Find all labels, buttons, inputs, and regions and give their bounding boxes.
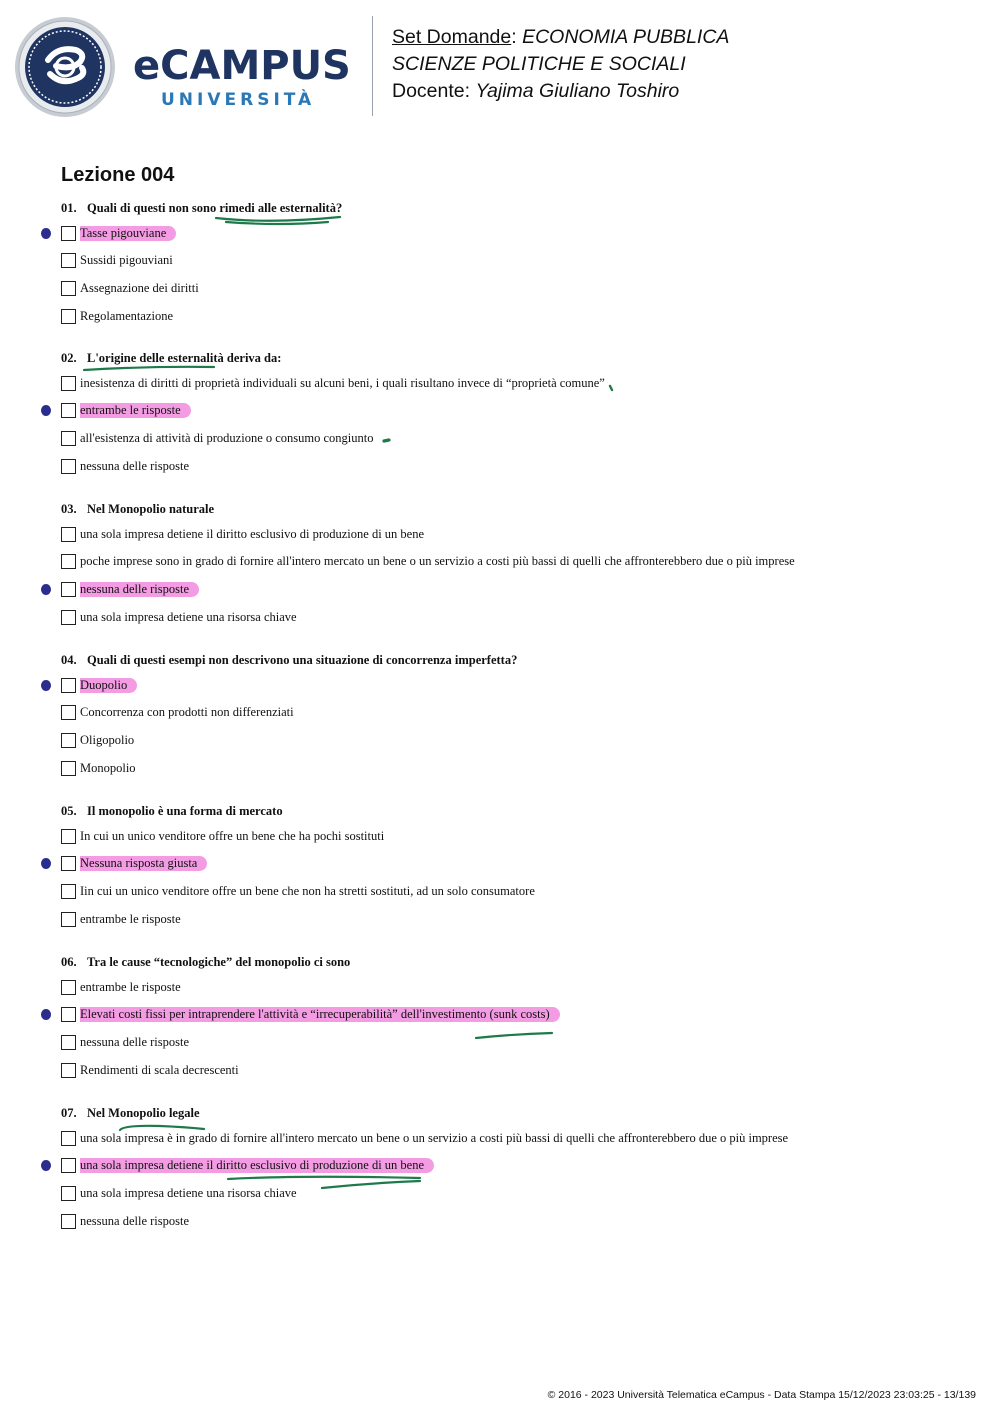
question-text: Nel Monopolio naturale bbox=[87, 502, 215, 516]
answer-text: una sola impresa detiene una risorsa chiave bbox=[80, 610, 297, 624]
wordmark-universita: UNIVERSITÀ bbox=[161, 90, 316, 110]
underline-stroke bbox=[216, 217, 340, 224]
answer-checkbox[interactable] bbox=[61, 226, 76, 241]
answer-text: Tasse pigouviane bbox=[80, 226, 176, 241]
answer-text: entrambe le risposte bbox=[80, 980, 181, 994]
answer-checkbox[interactable] bbox=[61, 1214, 76, 1229]
answer-checkbox[interactable] bbox=[61, 1158, 76, 1173]
pen-mark-icon bbox=[41, 584, 51, 595]
lesson-title: Lezione 004 bbox=[61, 164, 175, 186]
pen-mark-icon bbox=[41, 1009, 51, 1020]
answer-text: nessuna delle risposte bbox=[80, 459, 190, 473]
answer-checkbox[interactable] bbox=[61, 705, 76, 720]
answer-text: entrambe le risposte bbox=[80, 912, 181, 926]
question-text: L'origine delle esternalità deriva da: bbox=[87, 351, 282, 365]
answer-text: Assegnazione dei diritti bbox=[80, 281, 199, 295]
pen-mark-icon bbox=[41, 680, 51, 691]
answer-text: inesistenza di diritti di proprietà individuali su alcuni beni, i quali risultano invece di “proprietà comune” bbox=[80, 376, 605, 390]
pen-mark-icon bbox=[41, 405, 51, 416]
answer-text: nessuna delle risposte bbox=[80, 1035, 190, 1049]
teacher-line: Docente: Yajima Giuliano Toshiro bbox=[392, 80, 680, 102]
answer-text: nessuna delle risposte bbox=[80, 582, 199, 597]
question-text: Il monopolio è una forma di mercato bbox=[87, 804, 283, 818]
answer-text: Regolamentazione bbox=[80, 309, 174, 323]
teacher-name: Yajima Giuliano Toshiro bbox=[475, 80, 680, 102]
answer-text: Iin cui un unico venditore offre un bene che non ha stretti sostituti, ad un solo consumatore bbox=[80, 884, 535, 898]
question-number: 01. bbox=[61, 201, 77, 215]
answer-text: una sola impresa detiene il diritto esclusivo di produzione di un bene bbox=[80, 1158, 434, 1173]
answer-checkbox[interactable] bbox=[61, 884, 76, 899]
answer-checkbox[interactable] bbox=[61, 1186, 76, 1201]
answer-checkbox[interactable] bbox=[61, 1063, 76, 1078]
question-1 bbox=[61, 201, 342, 216]
question-5 bbox=[61, 804, 283, 819]
answer-checkbox[interactable] bbox=[61, 376, 76, 391]
pen-mark-icon bbox=[41, 1160, 51, 1171]
set-label: Set Domande bbox=[392, 26, 512, 48]
question-6 bbox=[61, 955, 350, 970]
answer-checkbox[interactable] bbox=[61, 1007, 76, 1022]
underline-stroke bbox=[84, 367, 214, 370]
answer-checkbox[interactable] bbox=[61, 912, 76, 927]
question-number: 06. bbox=[61, 955, 77, 969]
set-line: Set Domande: ECONOMIA PUBBLICA bbox=[392, 26, 730, 48]
set-title: ECONOMIA PUBBLICA bbox=[522, 26, 730, 48]
question-number: 02. bbox=[61, 351, 77, 365]
underline-stroke bbox=[120, 1126, 204, 1130]
answer-text: Nessuna risposta giusta bbox=[80, 856, 207, 871]
header-info bbox=[392, 24, 729, 105]
answer-text: Oligopolio bbox=[80, 733, 135, 747]
answer-checkbox[interactable] bbox=[61, 610, 76, 625]
course-name: SCIENZE POLITICHE E SOCIALI bbox=[392, 53, 686, 75]
answer-text: una sola impresa detiene una risorsa chiave bbox=[80, 1186, 297, 1200]
answer-text: Duopolio bbox=[80, 678, 137, 693]
answer-checkbox[interactable] bbox=[61, 253, 76, 268]
answer-text: poche imprese sono in grado di fornire all'intero mercato un bene o un servizio a costi più bassi di quelli che affronterebbero due o più imprese bbox=[80, 554, 795, 568]
question-text: Nel Monopolio legale bbox=[87, 1106, 200, 1120]
answer-checkbox[interactable] bbox=[61, 761, 76, 776]
answer-checkbox[interactable] bbox=[61, 980, 76, 995]
question-4 bbox=[61, 653, 517, 668]
answer-checkbox[interactable] bbox=[61, 309, 76, 324]
answer-text: nessuna delle risposte bbox=[80, 1214, 190, 1228]
question-number: 03. bbox=[61, 502, 77, 516]
answer-checkbox[interactable] bbox=[61, 554, 76, 569]
page-header bbox=[0, 0, 1000, 130]
answer-text: Elevati costi fissi per intraprendere l'attività e “irrecuperabilità” dell'investimento (sunk costs) bbox=[80, 1007, 560, 1022]
teacher-label: Docente bbox=[392, 80, 465, 102]
answer-text: Concorrenza con prodotti non differenziati bbox=[80, 705, 294, 719]
answer-checkbox[interactable] bbox=[61, 527, 76, 542]
question-number: 05. bbox=[61, 804, 77, 818]
underline-stroke bbox=[476, 1033, 552, 1038]
question-number: 07. bbox=[61, 1106, 77, 1120]
ecampus-seal-logo bbox=[14, 16, 116, 118]
answer-checkbox[interactable] bbox=[61, 403, 76, 418]
answer-text: Rendimenti di scala decrescenti bbox=[80, 1063, 239, 1077]
question-3 bbox=[61, 502, 214, 517]
question-text: Quali di questi esempi non descrivono una situazione di concorrenza imperfetta? bbox=[87, 653, 518, 667]
answer-text: Sussidi pigouviani bbox=[80, 253, 173, 267]
pen-mark-icon bbox=[41, 228, 51, 239]
question-7 bbox=[61, 1106, 200, 1121]
question-text: Quali di questi non sono rimedi alle esternalità? bbox=[87, 201, 343, 215]
answer-checkbox[interactable] bbox=[61, 856, 76, 871]
answer-checkbox[interactable] bbox=[61, 281, 76, 296]
pen-mark-icon bbox=[41, 858, 51, 869]
answer-checkbox[interactable] bbox=[61, 582, 76, 597]
answer-text: entrambe le risposte bbox=[80, 403, 191, 418]
answer-checkbox[interactable] bbox=[61, 1131, 76, 1146]
answer-checkbox[interactable] bbox=[61, 431, 76, 446]
pen-dot bbox=[610, 386, 612, 390]
wordmark-ecampus: eCAMPUS bbox=[133, 43, 351, 89]
question-text: Tra le cause “tecnologiche” del monopolio ci sono bbox=[87, 955, 351, 969]
answer-checkbox[interactable] bbox=[61, 829, 76, 844]
answer-text: all'esistenza di attività di produzione o consumo congiunto bbox=[80, 431, 374, 445]
answer-text: Monopolio bbox=[80, 761, 136, 775]
question-2 bbox=[61, 351, 281, 366]
answer-text: una sola impresa è in grado di fornire all'intero mercato un bene o un servizio a costi più bassi di quelli che affronterebbero due o più imprese bbox=[80, 1131, 789, 1145]
question-number: 04. bbox=[61, 653, 77, 667]
pen-dot bbox=[384, 440, 389, 441]
page-footer: © 2016 - 2023 Università Telematica eCampus - Data Stampa 15/12/2023 23:03:25 - 13/139 bbox=[547, 1389, 976, 1401]
answer-checkbox[interactable] bbox=[61, 459, 76, 474]
answer-text: In cui un unico venditore offre un bene che ha pochi sostituti bbox=[80, 829, 385, 843]
header-divider bbox=[372, 16, 373, 116]
answer-checkbox[interactable] bbox=[61, 678, 76, 693]
ecampus-wordmark bbox=[133, 44, 355, 114]
answer-checkbox[interactable] bbox=[61, 1035, 76, 1050]
answer-checkbox[interactable] bbox=[61, 733, 76, 748]
answer-text: una sola impresa detiene il diritto esclusivo di produzione di un bene bbox=[80, 527, 425, 541]
